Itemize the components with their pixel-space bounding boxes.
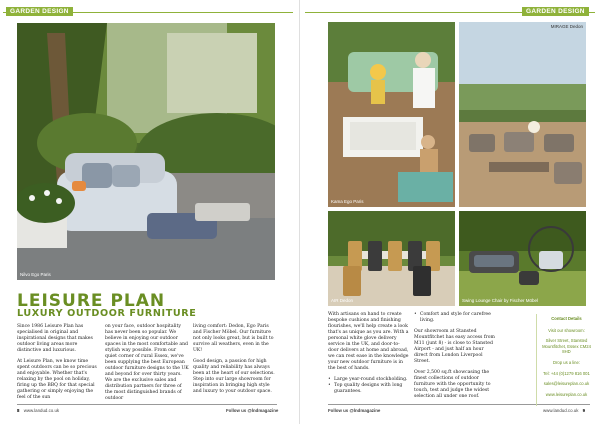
text-column-1 <box>17 324 101 406</box>
footer-right <box>543 408 588 413</box>
footer-rule <box>17 404 277 405</box>
showroom-label: Visit our showroom: <box>548 327 585 333</box>
paragraph: With artisans on hand to create bespoke cushions and finishing flourishes, we'll help create a look that's as unique as you are. With a personal white glove delivery service in the UK, and door-to-door delivers at home and abroad, we can rest ease in the knowledge your new outdoor furniture is in the best of hands. <box>328 312 409 371</box>
text-column-2 <box>105 324 189 407</box>
contact-divider <box>536 314 537 406</box>
family-lounge-image <box>328 22 455 207</box>
paragraph: living comfort: Dedon, Ego Paris and Fischer Möbel. Our furniture not only looks great, but is built to survive all weathers, even in the UK! <box>193 324 274 353</box>
list-item: • Top quality designs with long guarantees. <box>328 383 410 395</box>
list-item: • Large year-round stockholding. <box>328 377 410 383</box>
paragraph: on your face, outdoor hospitality has never been so popular. We believe in enjoying our outdoor spaces in the most comfortable and stylish way possible. From our quiet corner of rural Essex, we've been supplying the best European outdoor furniture designs to the UK and beyond for over thirty years. We are the exclusive sales and distribution partners for three of the most distinguished brands of outdoor <box>105 324 189 401</box>
footer-rule <box>328 404 590 405</box>
footer-social <box>226 408 278 413</box>
photo-caption: MIRAGE Dedon <box>550 24 583 29</box>
text-column-4 <box>328 312 410 400</box>
article-title: LEISURE PLAN <box>17 291 166 311</box>
footer-social <box>328 408 380 413</box>
paragraph: Over 2,500 sq.ft showcasing the finest collections of outdoor furniture with the opportunity to touch, test and judge the widest selection all under one roof. <box>414 370 491 399</box>
footer-left <box>17 408 59 413</box>
main-photo-caption: Nilvo Ego Paris <box>20 272 51 277</box>
footer-url: www.landud.co.uk <box>543 408 579 413</box>
text-column-3 <box>193 324 277 400</box>
drop-in-label: Drop us a line: <box>553 359 580 365</box>
contact-web[interactable]: www.leisureplan.co.uk <box>545 391 588 397</box>
showroom-address: Silver Street, Stansted Mountfitchet, Essex CM24 8HD <box>542 338 591 355</box>
feature-list <box>328 377 410 395</box>
garden-sofa-image <box>17 23 275 280</box>
photo-top-right <box>459 22 586 207</box>
contact-phone: Tel: +44 (0)1279 816 001 <box>543 370 590 376</box>
photo-caption: AIR Dedon <box>331 298 354 303</box>
paragraph: Our showroom at Stansted Mountfitchet has easy access from M11 (junt 8) - is close to Stansted Airport - and just half an hour direct from London Liverpool Street. <box>414 329 495 364</box>
footer-follow: Follow us @lndmagazine <box>328 408 381 413</box>
photo-caption: Swing Lounge Chair by Fischer Möbel <box>462 298 539 303</box>
paragraph: Good design, a passion for high quality and reliability has always been at the heart of our selections. Step into our large showroom for inspiration in bringing high style and luxury to your outdoor space. <box>193 359 275 394</box>
text-column-5 <box>414 312 496 405</box>
feature-list <box>414 312 496 324</box>
contact-title: Contact Details <box>551 316 582 321</box>
article-subtitle: LUXURY OUTDOOR FURNITURE <box>17 308 197 319</box>
section-tag-left: GARDEN DESIGN <box>6 7 73 16</box>
photo-bottom-right <box>459 211 586 306</box>
photo-bottom-center <box>328 211 455 306</box>
photo-top-center <box>328 22 455 207</box>
paragraph: Since 1986 Leisure Plan has specialised in original and inspirational designs that makes outdoor living areas more distinctive and luxurious. <box>17 324 93 353</box>
page-number: 9 <box>582 408 586 413</box>
terrace-lounge-image <box>459 22 586 207</box>
paragraph: At Leisure Plan, we know time spent outdoors can be so precious and enjoyable. Whether that's relaxing by the pool on holiday, firing up the BBQ for that special gathering or simply enjoying the feel of the sun <box>17 359 97 400</box>
footer-url: www.landud.co.uk <box>23 408 60 413</box>
page-number: 8 <box>17 408 20 413</box>
list-item: • Comfort and style for carefree living. <box>414 312 496 324</box>
dining-set-image <box>328 211 455 306</box>
section-tag-right: GARDEN DESIGN <box>522 7 589 16</box>
main-photo <box>17 23 275 280</box>
contact-email[interactable]: sales@leisureplan.co.uk <box>543 381 590 387</box>
photo-caption: Kama Ego Paris <box>331 199 364 204</box>
swing-chair-image <box>459 211 586 306</box>
contact-details <box>539 316 594 402</box>
footer-follow: Follow us @lndmagazine <box>226 408 279 413</box>
